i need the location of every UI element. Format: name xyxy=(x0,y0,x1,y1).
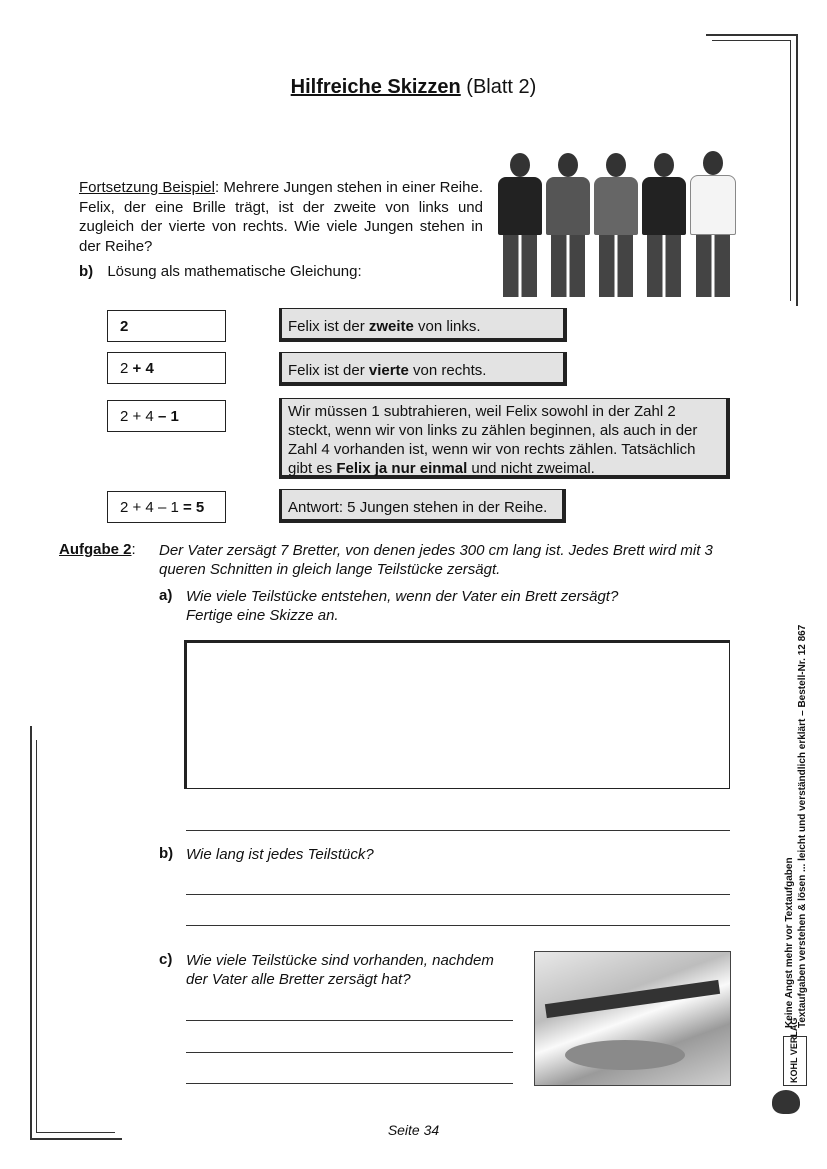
intro-label: Fortsetzung Beispiel xyxy=(79,179,215,196)
eq-bold: + 4 xyxy=(132,359,154,377)
answer-line[interactable] xyxy=(186,830,730,831)
eq-bold: 2 xyxy=(120,317,129,335)
explanation-box-2 xyxy=(279,352,567,386)
task2-b-label: b) xyxy=(159,845,174,862)
answer-line[interactable] xyxy=(186,894,730,895)
task2-a-label: a) xyxy=(159,587,173,604)
publisher-logo xyxy=(783,1017,807,1086)
equation-box-2 xyxy=(107,352,226,384)
eq-plain: 2 + 4 – 1 xyxy=(120,498,183,516)
answer-line[interactable] xyxy=(186,925,730,926)
explanation-box-3 xyxy=(279,398,730,479)
exp-text: Antwort: 5 Jungen stehen in der Reihe. xyxy=(288,499,548,516)
intro-body: : Mehrere Jungen stehen in einer Reihe. Felix, der eine Brille trägt, ist der zweite von links und zugleich der vierte von rechts. Wie viele Jungen stehen in der Reihe? xyxy=(79,179,483,255)
exp-text: Felix ist der xyxy=(288,318,369,335)
equation-box-4 xyxy=(107,491,226,523)
eq-bold: – 1 xyxy=(157,407,179,425)
title-sub: (Blatt 2) xyxy=(466,76,537,98)
task2-label-text: Aufgabe 2 xyxy=(59,541,132,558)
answer-line[interactable] xyxy=(186,1020,513,1021)
boy-figure xyxy=(546,153,590,297)
eq-bold: = 5 xyxy=(182,498,205,516)
boy-figure xyxy=(690,151,736,297)
side-line-1: Keine Angst mehr vor Textaufgaben xyxy=(784,857,795,1028)
task2-b-text: Wie lang ist jedes Teilstück? xyxy=(186,846,374,863)
title-main: Hilfreiche Skizzen xyxy=(290,76,461,98)
task2-text: Der Vater zersägt 7 Bretter, von denen jedes 300 cm lang ist. Jedes Brett wird mit 3 queren Schnitten in gleich lange Teilstücke zersägt. xyxy=(159,542,713,578)
exp-bold: Felix ja nur einmal xyxy=(336,460,468,477)
exp-text: und nicht zweimal. xyxy=(467,460,595,477)
part-b xyxy=(79,263,362,280)
exp-bold: zweite xyxy=(368,318,414,335)
publisher-name: KOHL VERLAG xyxy=(789,1017,799,1083)
exp-text: Wir müssen 1 subtrahieren, weil Felix sowohl in der Zahl 2 steckt, wenn wir von links zu zählen beginnen, als auch in der Zahl 4 vorhanden ist, wenn wir von rechts zählen. Tatsächlich gibt es xyxy=(288,403,698,477)
boy-figure xyxy=(594,153,638,297)
side-line-2: Textaufgaben verstehen & lösen ... leicht und verständlich erklärt – Bestell-Nr. 12 867 xyxy=(797,624,808,1028)
sketch-box[interactable] xyxy=(184,640,730,789)
explanation-box-4 xyxy=(279,489,566,523)
task2-a-text: Wie viele Teilstücke entstehen, wenn der Vater ein Brett zersägt? Fertige eine Skizze an. xyxy=(186,588,619,624)
boy-figure xyxy=(642,153,686,297)
exp-text: von rechts. xyxy=(408,362,487,379)
eq-plain: 2 + 4 xyxy=(120,407,158,425)
exp-text: von links. xyxy=(413,318,481,335)
part-b-label: b) xyxy=(79,263,94,280)
frame-bottom-left-inner xyxy=(36,740,115,1133)
answer-line[interactable] xyxy=(186,1083,513,1084)
intro-text xyxy=(79,178,483,256)
page-title xyxy=(0,76,827,99)
exp-bold: vierte xyxy=(368,362,409,379)
tree-logo-icon xyxy=(772,1090,800,1114)
boy-figure xyxy=(498,153,542,297)
task2-label xyxy=(59,541,136,558)
page-number: Seite 34 xyxy=(387,1122,440,1138)
answer-line[interactable] xyxy=(186,1052,513,1053)
equation-box-1 xyxy=(107,310,226,342)
task2-colon: : xyxy=(131,541,136,558)
task2-c-label: c) xyxy=(159,951,173,968)
equation-box-3 xyxy=(107,400,226,432)
eq-plain: 2 xyxy=(120,359,133,377)
exp-text: Felix ist der xyxy=(288,362,369,379)
saw-photo xyxy=(534,951,731,1086)
explanation-box-1 xyxy=(279,308,567,342)
part-b-text: Lösung als mathematische Gleichung: xyxy=(107,263,362,280)
task2-c-text: Wie viele Teilstücke sind vorhanden, nachdem der Vater alle Bretter zersägt hat? xyxy=(186,952,494,988)
boys-photo xyxy=(498,152,748,297)
